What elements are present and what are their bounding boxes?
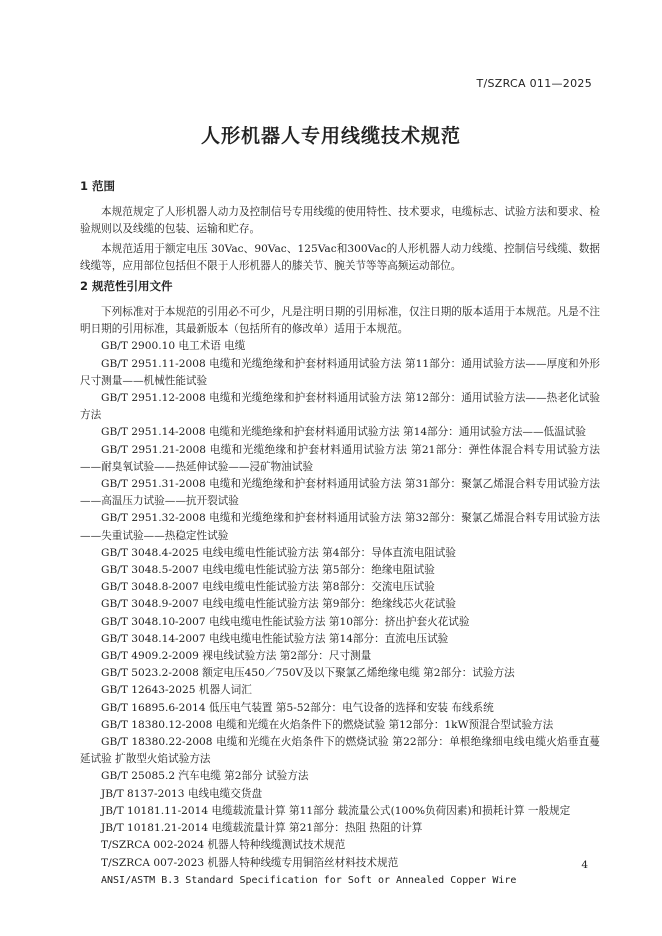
reference-item: GB/T 5023.2-2008 额定电压450／750V及以下聚氯乙烯绝缘电缆 第2部分：试验方法 — [101, 667, 515, 680]
reference-item: GB/T 2951.14-2008 电缆和光缆绝缘和护套材料通用试验方法 第14部分：通用试验方法——低温试验 — [101, 426, 586, 439]
reference-item: T/SZRCA 002-2024 机器人特种线缆测试技术规范 — [101, 839, 346, 852]
reference-item: GB/T 3048.5-2007 电线电缆电性能试验方法 第5部分：绝缘电阻试验 — [101, 564, 435, 577]
reference-item: GB/T 2951.12-2008 电缆和光缆绝缘和护套材料通用试验方法 第12部分：通用试验方法——热老化试验方法 — [80, 392, 600, 422]
scope-paragraph-1: 本规范规定了人形机器人动力及控制信号专用线缆的使用特性、技术要求，电缆标志、试验方法和要求、检验规则以及线缆的包装、运输和贮存。 — [80, 206, 600, 235]
reference-item: GB/T 3048.9-2007 电线电缆电性能试验方法 第9部分：绝缘线芯火花试验 — [101, 598, 456, 611]
page-number: 4 — [581, 859, 588, 871]
reference-item: GB/T 12643-2025 机器人词汇 — [101, 684, 252, 697]
standard-code: T/SZRCA 011—2025 — [476, 77, 592, 90]
references-intro: 下列标准对于本规范的引用必不可少，凡是注明日期的引用标准，仅注日期的版本适用于本规范。凡是不注明日期的引用标准，其最新版本（包括所有的修改单）适用于本规范。 — [80, 306, 600, 336]
reference-item: GB/T 4909.2-2009 裸电线试验方法 第2部分：尺寸测量 — [101, 650, 372, 663]
reference-item: GB/T 16895.6-2014 低压电气装置 第5-52部分：电气设备的选择和安装 布线系统 — [101, 701, 494, 714]
reference-item: GB/T 2951.31-2008 电缆和光缆绝缘和护套材料通用试验方法 第31部分：聚氯乙烯混合料专用试验方法——高温压力试验——抗开裂试验 — [80, 478, 600, 508]
reference-item: GB/T 3048.14-2007 电线电缆电性能试验方法 第14部分：直流电压试验 — [101, 632, 449, 645]
reference-item: JB/T 8137-2013 电线电缆交货盘 — [101, 787, 263, 800]
reference-item: JB/T 10181.21-2014 电缆载流量计算 第21部分：热阻 热阻的计算 — [101, 822, 423, 835]
reference-item: GB/T 18380.22-2008 电缆和光缆在火焰条件下的燃烧试验 第22部分：单根绝缘细电线电缆火焰垂直蔓延试验 扩散型火焰试验方法 — [80, 736, 600, 766]
reference-item: ANSI/ASTM B.3 Standard Specification for Soft or Annealed Copper Wire — [101, 874, 517, 886]
reference-item: GB/T 2900.10 电工术语 电缆 — [101, 340, 246, 353]
scope-paragraph-2: 本规范适用于额定电压 30Vac、90Vac、125Vac和300Vac的人形机器人动力线缆、控制信号线缆、数据线缆等，应用部位包括但不限于人形机器人的膝关节、腕关节等等高频运动部位。 — [80, 243, 600, 272]
section-1-heading: 1 范围 — [80, 179, 116, 193]
reference-item: GB/T 18380.12-2008 电缆和光缆在火焰条件下的燃烧试验 第12部分：1kW预混合型试验方法 — [101, 718, 554, 731]
reference-item: GB/T 3048.8-2007 电线电缆电性能试验方法 第8部分：交流电压试验 — [101, 581, 435, 594]
reference-item: GB/T 2951.32-2008 电缆和光缆绝缘和护套材料通用试验方法 第32部分：聚氯乙烯混合料专用试验方法——失重试验——热稳定性试验 — [80, 512, 600, 542]
section-1-body — [80, 204, 600, 275]
reference-item: T/SZRCA 007-2023 机器人特种线缆专用铜箔丝材料技术规范 — [101, 856, 399, 869]
reference-item: GB/T 3048.4-2025 电线电缆电性能试验方法 第4部分：导体直流电阻试验 — [101, 546, 456, 559]
reference-item: JB/T 10181.11-2014 电缆载流量计算 第11部分 载流量公式(100%负荷因素)和损耗计算 一般规定 — [101, 804, 571, 817]
reference-item: GB/T 3048.10-2007 电线电缆电性能试验方法 第10部分：挤出护套火花试验 — [101, 615, 470, 628]
section-2-heading: 2 规范性引用文件 — [80, 279, 173, 293]
reference-list — [80, 304, 600, 889]
reference-item: GB/T 25085.2 汽车电缆 第2部分 试验方法 — [101, 770, 309, 783]
reference-item: GB/T 2951.11-2008 电缆和光缆绝缘和护套材料通用试验方法 第11部分：通用试验方法——厚度和外形尺寸测量——机械性能试验 — [80, 357, 600, 387]
document-title: 人形机器人专用线缆技术规范 — [200, 125, 461, 147]
reference-item: GB/T 2951.21-2008 电缆和光缆绝缘和护套材料通用试验方法 第21部分：弹性体混合料专用试验方法——耐臭氧试验——热延伸试验——浸矿物油试验 — [80, 443, 600, 473]
